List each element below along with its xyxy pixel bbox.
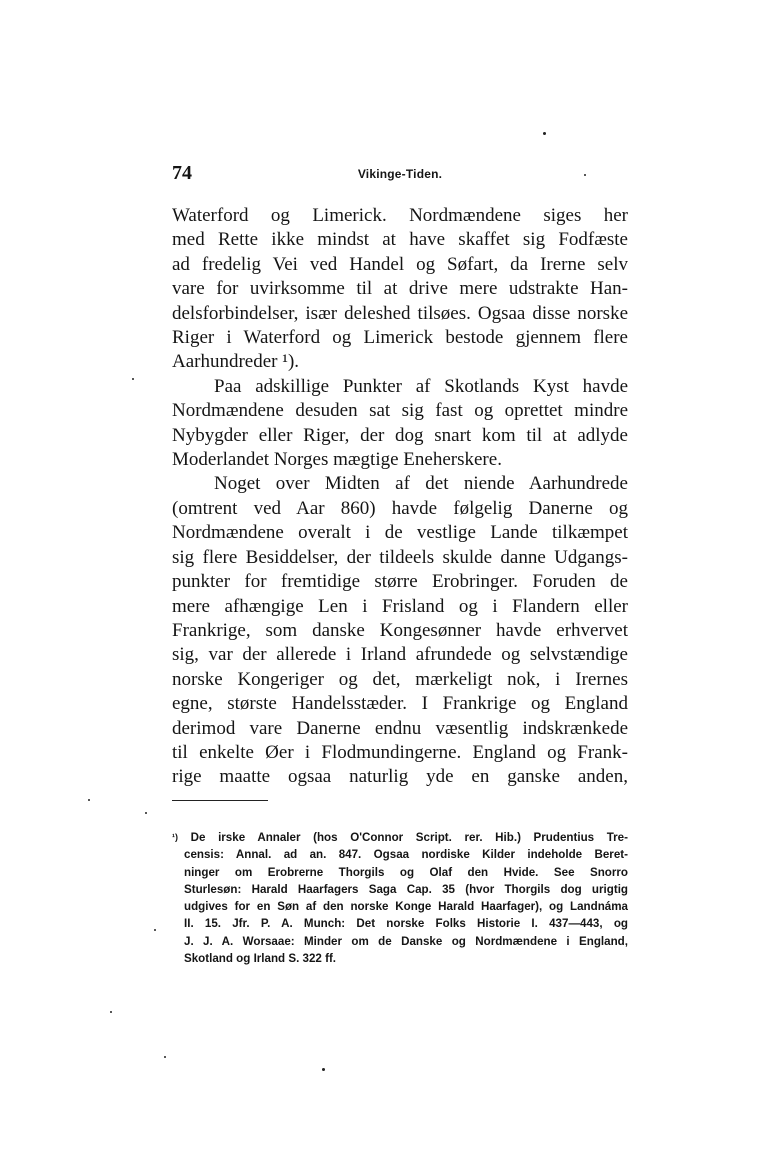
footnote-line: J. J. A. Worsaae: Minder om de Danske og Nordmændene i England,	[184, 934, 628, 948]
text-line: Riger i Waterford og Limerick bestode gjennem flere	[172, 327, 628, 349]
scan-speck	[154, 929, 156, 931]
scan-speck	[145, 812, 147, 814]
text-line: til enkelte Øer i Flodmundingerne. England og Frank-	[172, 741, 628, 763]
footnote-line	[172, 829, 628, 846]
scan-speck	[164, 1056, 166, 1058]
text-line: Moderlandet Norges mægtige Eneherskere.	[172, 449, 502, 471]
text-line: sig flere Besiddelser, der tildeels skulde danne Udgangs-	[172, 546, 628, 568]
page-header	[172, 162, 628, 188]
text-line: Nordmændene desuden sat sig fast og oprettet mindre	[172, 400, 628, 422]
scan-speck	[132, 378, 134, 380]
footnote-line: ninger om Erobrerne Thorgils og Olaf den Hvide. See Snorro	[184, 865, 628, 879]
footnote-marker: ¹)	[172, 832, 178, 842]
text-line: Nordmændene overalt i de vestlige Lande tilkæmpet	[172, 522, 628, 544]
text-line: derimod vare Danerne endnu væsentlig indskrænkede	[172, 717, 628, 739]
paragraph-start: Paa adskillige Punkter af Skotlands Kyst havde	[214, 375, 628, 397]
text-line: sig, var der allerede i Irland afrundede og selvstændige	[172, 644, 628, 666]
text-line: Frankrige, som danske Kongesønner havde erhvervet	[172, 619, 628, 641]
text-line: punkter for fremtidige større Erobringer. Foruden de	[172, 571, 628, 593]
text-line: delsforbindelser, især deleshed tilsøes. Ogsaa disse norske	[172, 302, 628, 324]
footnote-text: De irske Annaler (hos O'Connor Script. rer. Hib.) Prudentius Tre-	[190, 831, 628, 844]
body-text	[172, 204, 628, 790]
text-line: rige maatte ogsaa naturlig yde en ganske anden,	[172, 766, 628, 788]
scan-speck	[110, 1011, 112, 1013]
text-line: mere afhængige Len i Frisland og i Flandern eller	[172, 595, 628, 617]
scan-speck	[584, 174, 586, 176]
text-line: Aarhundreder ¹).	[172, 351, 300, 373]
text-line: vare for uvirksomme til at drive mere udstrakte Han-	[172, 278, 628, 300]
page-number: 74	[172, 162, 192, 184]
scan-speck	[543, 132, 546, 135]
paragraph-start: Noget over Midten af det niende Aarhundrede	[214, 473, 628, 495]
footnote	[172, 829, 628, 967]
text-line: ad fredelig Vei ved Handel og Søfart, da Irerne selv	[172, 253, 628, 275]
text-line: norske Kongeriger og det, mærkeligt nok, i Irernes	[172, 668, 628, 690]
text-line: (omtrent ved Aar 860) havde følgelig Danerne og	[172, 497, 628, 519]
footnote-line: udgives for en Søn af den norske Konge Harald Haarfager), og Landnáma	[184, 900, 628, 914]
scan-speck	[322, 1068, 325, 1071]
footnote-line: Skotland og Irland S. 322 ff.	[184, 952, 337, 966]
footnote-line: Sturlesøn: Harald Haarfagers Saga Cap. 35 (hvor Thorgils dog urigtig	[184, 882, 628, 896]
scan-speck	[88, 799, 90, 801]
text-line: Waterford og Limerick. Nordmændene siges her	[172, 205, 628, 226]
text-line: Nybygder eller Riger, der dog snart kom til at adlyde	[172, 424, 628, 446]
footnote-line: II. 15. Jfr. P. A. Munch: Det norske Folks Historie I. 437—443, og	[184, 917, 628, 931]
footnote-divider	[172, 800, 268, 801]
running-head: Vikinge-Tiden.	[357, 167, 443, 181]
footnote-line: censis: Annal. ad an. 847. Ogsaa nordiske Kilder indeholde Beret-	[184, 848, 628, 862]
text-line: egne, største Handelsstæder. I Frankrige og England	[172, 693, 628, 715]
text-line: med Rette ikke mindst at have skaffet sig Fodfæste	[172, 229, 628, 251]
